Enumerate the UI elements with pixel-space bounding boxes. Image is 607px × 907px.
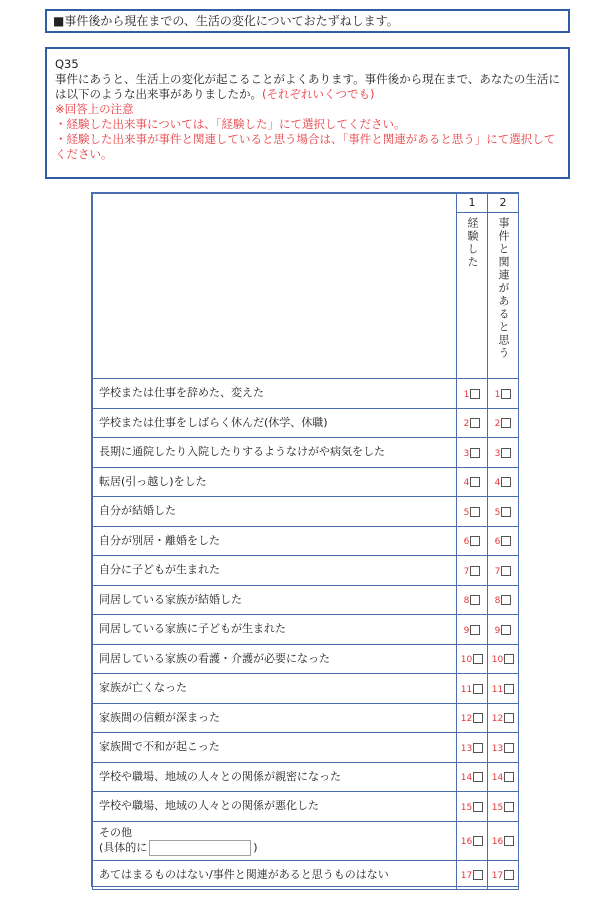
column-label: 事件と関連があると思う	[497, 217, 510, 360]
table-row	[93, 438, 519, 468]
option-number: 14	[460, 773, 473, 784]
item-label: 転居(引っ越し)をした	[93, 467, 457, 497]
other-detail-input[interactable]	[149, 840, 251, 856]
item-label: 学校または仕事をしばらく休んだ(休学、休職)	[93, 408, 457, 438]
option-number: 13	[460, 743, 473, 754]
table-row	[93, 703, 519, 733]
option-number: 5	[494, 507, 501, 518]
experienced-cell	[457, 860, 488, 890]
item-label: 家族間の信頼が深まった	[93, 703, 457, 733]
question-text-line	[55, 72, 560, 102]
item-label: 同居している家族に子どもが生まれた	[93, 615, 457, 645]
related-checkbox[interactable]	[501, 418, 511, 428]
column-number: 2	[488, 194, 518, 213]
table-row	[93, 408, 519, 438]
table-row	[93, 467, 519, 497]
experienced-checkbox[interactable]	[473, 654, 483, 664]
related-checkbox[interactable]	[501, 477, 511, 487]
table-row	[93, 585, 519, 615]
option-number: 9	[494, 625, 501, 636]
experienced-cell	[457, 379, 488, 409]
item-label: 学校や職場、地域の人々との関係が悪化した	[93, 792, 457, 822]
option-number: 8	[463, 596, 470, 607]
option-number: 15	[460, 802, 473, 813]
related-checkbox[interactable]	[501, 595, 511, 605]
related-checkbox[interactable]	[501, 625, 511, 635]
related-cell	[488, 585, 519, 615]
table-header-row	[93, 194, 519, 379]
table-row	[93, 497, 519, 527]
experienced-checkbox[interactable]	[473, 772, 483, 782]
table-row	[93, 792, 519, 822]
other-detail-close: )	[253, 840, 258, 854]
experienced-cell	[457, 585, 488, 615]
experienced-checkbox[interactable]	[470, 566, 480, 576]
related-checkbox[interactable]	[501, 536, 511, 546]
option-number: 11	[491, 684, 504, 695]
experienced-checkbox[interactable]	[470, 448, 480, 458]
option-number: 7	[463, 566, 470, 577]
option-number: 17	[460, 871, 473, 882]
option-number: 15	[491, 802, 504, 813]
table-row	[93, 674, 519, 704]
option-number: 14	[491, 773, 504, 784]
option-number: 4	[494, 478, 501, 489]
option-number: 16	[460, 837, 473, 847]
question-number: Q35	[55, 57, 79, 71]
experienced-checkbox[interactable]	[470, 536, 480, 546]
item-label: 学校や職場、地域の人々との関係が親密になった	[93, 762, 457, 792]
table-row-other	[93, 821, 519, 860]
table-row	[93, 556, 519, 586]
related-checkbox[interactable]	[501, 507, 511, 517]
related-cell	[488, 733, 519, 763]
related-cell	[488, 615, 519, 645]
related-cell	[488, 379, 519, 409]
column-label: 経験した	[466, 217, 479, 269]
item-label: 家族間で不和が起こった	[93, 733, 457, 763]
experienced-cell	[457, 408, 488, 438]
table-row	[93, 526, 519, 556]
section-header	[45, 9, 570, 33]
related-checkbox[interactable]	[501, 389, 511, 399]
option-number: 6	[463, 537, 470, 548]
other-detail-open: (具体的に	[99, 840, 148, 854]
option-number: 3	[494, 448, 501, 459]
section-header-text: ■事件後から現在までの、生活の変化についておたずねします。	[53, 14, 399, 28]
related-checkbox[interactable]	[501, 566, 511, 576]
related-cell	[488, 792, 519, 822]
option-number: 4	[463, 478, 470, 489]
note-title: ※回答上の注意	[55, 102, 134, 116]
note-1: ・経験した出来事については、「経験した」にて選択してください。	[55, 117, 406, 131]
option-number: 3	[463, 448, 470, 459]
experienced-cell	[457, 556, 488, 586]
related-cell	[488, 762, 519, 792]
table-row-none	[93, 860, 519, 890]
experienced-checkbox[interactable]	[470, 477, 480, 487]
other-label: その他	[99, 825, 132, 839]
related-checkbox[interactable]	[504, 654, 514, 664]
related-checkbox[interactable]	[501, 448, 511, 458]
table-row	[93, 762, 519, 792]
experienced-checkbox[interactable]	[470, 507, 480, 517]
related-checkbox[interactable]	[504, 870, 514, 880]
experienced-checkbox[interactable]	[473, 836, 483, 846]
related-cell	[488, 467, 519, 497]
related-checkbox[interactable]	[504, 772, 514, 782]
item-label: 同居している家族が結婚した	[93, 585, 457, 615]
table-row	[93, 733, 519, 763]
item-other	[93, 821, 457, 860]
option-number: 16	[491, 837, 504, 847]
related-cell	[488, 821, 519, 860]
related-cell	[488, 408, 519, 438]
column-header-related	[488, 194, 519, 379]
experienced-cell	[457, 644, 488, 674]
option-number: 12	[491, 714, 504, 725]
option-number: 9	[463, 625, 470, 636]
experienced-checkbox[interactable]	[470, 625, 480, 635]
related-checkbox[interactable]	[504, 743, 514, 753]
option-number: 6	[494, 537, 501, 548]
related-checkbox[interactable]	[504, 836, 514, 846]
experienced-cell	[457, 762, 488, 792]
table-row	[93, 644, 519, 674]
experienced-checkbox[interactable]	[473, 870, 483, 880]
option-number: 13	[491, 743, 504, 754]
note-2: ・経験した出来事が事件と関連していると思う場合は、「事件と関連があると思う」にて選択してください。	[55, 132, 556, 161]
item-label: 自分が結婚した	[93, 497, 457, 527]
experienced-checkbox[interactable]	[473, 743, 483, 753]
related-cell	[488, 556, 519, 586]
column-header-experienced	[457, 194, 488, 379]
item-label: 長期に通院したり入院したりするようなけがや病気をした	[93, 438, 457, 468]
item-label: 自分が別居・離婚をした	[93, 526, 457, 556]
experienced-cell	[457, 526, 488, 556]
option-number: 1	[463, 389, 470, 400]
experienced-cell	[457, 674, 488, 704]
option-number: 10	[460, 655, 473, 666]
table-row	[93, 379, 519, 409]
answer-table	[91, 192, 519, 887]
item-label: 家族が亡くなった	[93, 674, 457, 704]
option-number: 10	[491, 655, 504, 666]
related-cell	[488, 860, 519, 890]
experienced-cell	[457, 821, 488, 860]
experienced-checkbox[interactable]	[473, 684, 483, 694]
option-number: 2	[463, 419, 470, 430]
option-number: 2	[494, 419, 501, 430]
option-number: 7	[494, 566, 501, 577]
experienced-cell	[457, 467, 488, 497]
experienced-cell	[457, 792, 488, 822]
option-number: 5	[463, 507, 470, 518]
related-cell	[488, 703, 519, 733]
related-checkbox[interactable]	[504, 713, 514, 723]
column-number: 1	[457, 194, 487, 213]
experienced-cell	[457, 497, 488, 527]
experienced-checkbox[interactable]	[473, 713, 483, 723]
item-label: 同居している家族の看護・介護が必要になった	[93, 644, 457, 674]
experienced-cell	[457, 615, 488, 645]
related-cell	[488, 674, 519, 704]
related-cell	[488, 644, 519, 674]
table-row	[93, 615, 519, 645]
experienced-checkbox[interactable]	[470, 418, 480, 428]
option-number: 17	[491, 871, 504, 882]
related-cell	[488, 497, 519, 527]
item-label: 自分に子どもが生まれた	[93, 556, 457, 586]
related-cell	[488, 526, 519, 556]
experienced-cell	[457, 703, 488, 733]
experienced-checkbox[interactable]	[470, 389, 480, 399]
option-number: 1	[494, 389, 501, 400]
option-number: 11	[460, 684, 473, 695]
related-cell	[488, 438, 519, 468]
question-text: 事件にあうと、生活上の変化が起こることがよくあります。事件後から現在まで、あなたの生活には以下のような出来事がありましたか。	[55, 72, 560, 101]
item-none: あてはまるものはない/事件と関連があると思うものはない	[93, 860, 457, 890]
question-instruction: (それぞれいくつでも)	[262, 87, 375, 101]
experienced-cell	[457, 733, 488, 763]
experienced-checkbox[interactable]	[470, 595, 480, 605]
related-checkbox[interactable]	[504, 684, 514, 694]
header-blank-cell	[93, 194, 457, 379]
item-label: 学校または仕事を辞めた、変えた	[93, 379, 457, 409]
experienced-cell	[457, 438, 488, 468]
option-number: 12	[460, 714, 473, 725]
related-checkbox[interactable]	[504, 802, 514, 812]
experienced-checkbox[interactable]	[473, 802, 483, 812]
option-number: 8	[494, 596, 501, 607]
question-box	[45, 47, 570, 179]
